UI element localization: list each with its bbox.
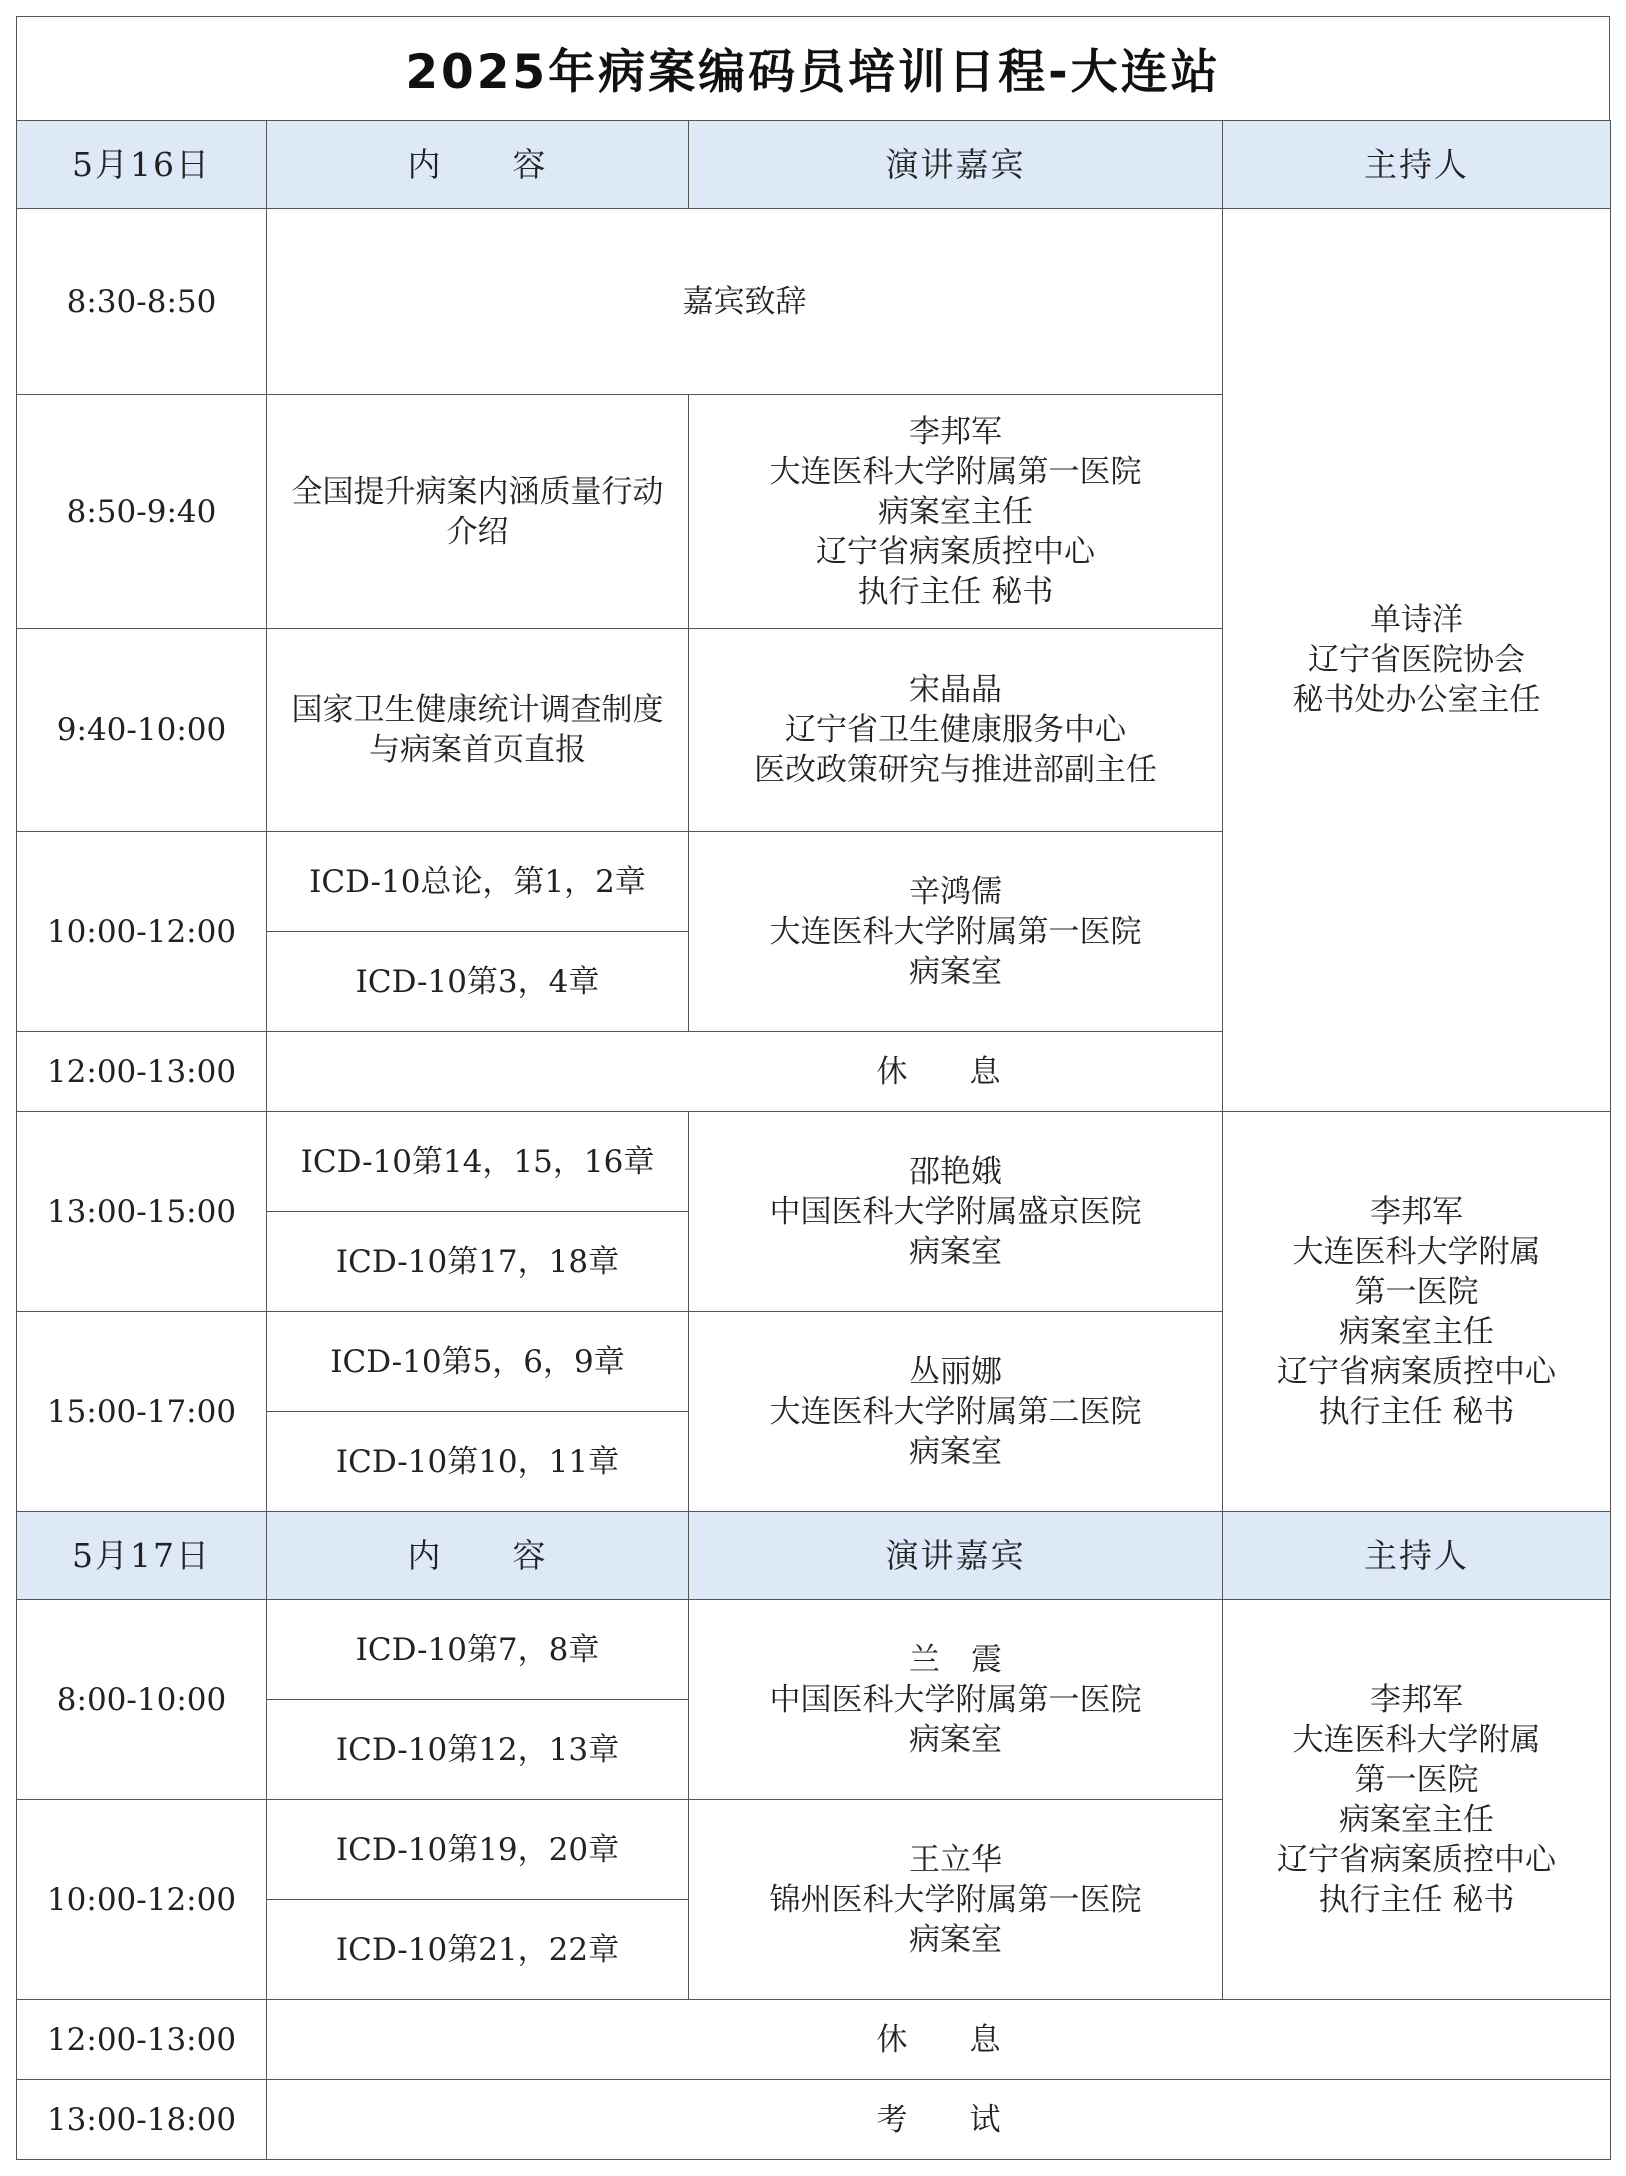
day2-host-header: 主持人 bbox=[1223, 1512, 1611, 1600]
host-name: 李邦军 bbox=[1370, 1681, 1463, 1718]
topic-cell: ICD-10第3，4章 bbox=[267, 932, 689, 1032]
time-cell: 9:40-10:00 bbox=[17, 629, 267, 832]
time-cell: 12:00-13:00 bbox=[17, 2000, 267, 2080]
content-cell bbox=[267, 629, 689, 832]
break-cell: 休 息 bbox=[267, 1032, 1611, 1112]
content-text: 国家卫生健康统计调查制度与病案首页直报 bbox=[291, 692, 664, 768]
host-title: 病案室主任 bbox=[1339, 1313, 1494, 1350]
time-cell: 12:00-13:00 bbox=[17, 1032, 267, 1112]
speaker-title: 病案室 bbox=[909, 1721, 1002, 1758]
break-cell: 休 息 bbox=[267, 2000, 1611, 2080]
day2-date: 5月17日 bbox=[17, 1512, 267, 1600]
day1-date: 5月16日 bbox=[17, 121, 267, 209]
page-title: 2025年病案编码员培训日程-大连站 bbox=[405, 45, 1221, 100]
speaker-org: 锦州医科大学附属第一医院 bbox=[769, 1881, 1142, 1918]
host-title: 病案室主任 bbox=[1339, 1801, 1494, 1838]
host-name: 单诗洋 bbox=[1370, 602, 1463, 638]
speaker-title: 病案室 bbox=[909, 1921, 1002, 1958]
content-text: 全国提升病案内涵质量行动介绍 bbox=[291, 473, 664, 550]
day1-host-header: 主持人 bbox=[1223, 121, 1611, 209]
host-org: 大连医科大学附属 bbox=[1292, 1721, 1541, 1758]
host-org-cont: 第一医院 bbox=[1354, 1273, 1479, 1310]
time-cell: 13:00-18:00 bbox=[17, 2080, 267, 2160]
topic-cell: ICD-10第12，13章 bbox=[267, 1700, 689, 1800]
speaker-title2: 执行主任 秘书 bbox=[857, 573, 1054, 610]
speaker-org2: 辽宁省病案质控中心 bbox=[816, 533, 1095, 570]
day1-row-opening bbox=[17, 209, 1611, 395]
host-org2: 辽宁省病案质控中心 bbox=[1277, 1353, 1556, 1390]
topic-cell: ICD-10第5，6，9章 bbox=[267, 1312, 689, 1412]
title-bar bbox=[16, 16, 1610, 120]
topic-cell: ICD-10第10，11章 bbox=[267, 1412, 689, 1512]
time-cell: 8:50-9:40 bbox=[17, 395, 267, 629]
time-cell: 8:30-8:50 bbox=[17, 209, 267, 395]
time-cell: 10:00-12:00 bbox=[17, 832, 267, 1032]
day1-header-row bbox=[17, 121, 1611, 209]
host-name: 李邦军 bbox=[1370, 1193, 1463, 1230]
day1-row-lunch bbox=[17, 1032, 1611, 1112]
speaker-cell bbox=[689, 1312, 1223, 1512]
topic-cell: ICD-10第14，15，16章 bbox=[267, 1112, 689, 1212]
topic-cell: ICD-10第21，22章 bbox=[267, 1900, 689, 2000]
speaker-org: 中国医科大学附属第一医院 bbox=[769, 1681, 1142, 1718]
host-title: 秘书处办公室主任 bbox=[1292, 682, 1541, 718]
host-org2: 辽宁省病案质控中心 bbox=[1277, 1841, 1556, 1878]
topic-cell: ICD-10第7，8章 bbox=[267, 1600, 689, 1700]
host-org: 辽宁省医院协会 bbox=[1308, 642, 1525, 678]
speaker-name: 兰 震 bbox=[909, 1641, 1002, 1678]
content-cell bbox=[267, 395, 689, 629]
day2-header-row bbox=[17, 1512, 1611, 1600]
speaker-name: 王立华 bbox=[909, 1841, 1002, 1878]
speaker-org: 大连医科大学附属第一医院 bbox=[769, 453, 1142, 490]
speaker-title: 病案室主任 bbox=[878, 493, 1033, 530]
speaker-cell bbox=[689, 1800, 1223, 2000]
speaker-org: 中国医科大学附属盛京医院 bbox=[769, 1193, 1142, 1230]
speaker-cell bbox=[689, 395, 1223, 629]
speaker-cell bbox=[689, 629, 1223, 832]
topic-cell: ICD-10总论，第1，2章 bbox=[267, 832, 689, 932]
host-cell-day2 bbox=[1223, 1600, 1611, 2000]
time-cell: 8:00-10:00 bbox=[17, 1600, 267, 1800]
host-title2: 执行主任 秘书 bbox=[1318, 1393, 1515, 1430]
day2-row-exam bbox=[17, 2080, 1611, 2160]
speaker-name: 宋晶晶 bbox=[909, 672, 1002, 708]
day2-row-lunch bbox=[17, 2000, 1611, 2080]
day1-row-s4a bbox=[17, 1112, 1611, 1212]
speaker-title: 病案室 bbox=[909, 1233, 1002, 1270]
speaker-cell bbox=[689, 1112, 1223, 1312]
speaker-cell bbox=[689, 832, 1223, 1032]
speaker-org: 大连医科大学附属第二医院 bbox=[769, 1393, 1142, 1430]
host-org: 大连医科大学附属 bbox=[1292, 1233, 1541, 1270]
host-title2: 执行主任 秘书 bbox=[1318, 1881, 1515, 1918]
host-cell-am bbox=[1223, 209, 1611, 1112]
speaker-org: 辽宁省卫生健康服务中心 bbox=[785, 712, 1126, 748]
day2-speaker-header: 演讲嘉宾 bbox=[689, 1512, 1223, 1600]
speaker-title: 病案室 bbox=[909, 1433, 1002, 1470]
topic-cell: ICD-10第19，20章 bbox=[267, 1800, 689, 1900]
day2-row-s1a bbox=[17, 1600, 1611, 1700]
schedule-table bbox=[16, 120, 1611, 2160]
speaker-name: 辛鸿儒 bbox=[909, 873, 1002, 910]
exam-cell: 考 试 bbox=[267, 2080, 1611, 2160]
content-cell: 嘉宾致辞 bbox=[267, 209, 1223, 395]
speaker-title: 病案室 bbox=[909, 953, 1002, 990]
day1-content-header: 内 容 bbox=[267, 121, 689, 209]
speaker-title: 医改政策研究与推进部副主任 bbox=[754, 752, 1157, 788]
time-cell: 10:00-12:00 bbox=[17, 1800, 267, 2000]
day2-content-header: 内 容 bbox=[267, 1512, 689, 1600]
speaker-cell bbox=[689, 1600, 1223, 1800]
host-cell-pm bbox=[1223, 1112, 1611, 1512]
time-cell: 15:00-17:00 bbox=[17, 1312, 267, 1512]
speaker-name: 邵艳娥 bbox=[909, 1153, 1002, 1190]
speaker-name: 丛丽娜 bbox=[909, 1353, 1002, 1390]
day1-speaker-header: 演讲嘉宾 bbox=[689, 121, 1223, 209]
speaker-org: 大连医科大学附属第一医院 bbox=[769, 913, 1142, 950]
topic-cell: ICD-10第17，18章 bbox=[267, 1212, 689, 1312]
time-cell: 13:00-15:00 bbox=[17, 1112, 267, 1312]
host-org-cont: 第一医院 bbox=[1354, 1761, 1479, 1798]
speaker-name: 李邦军 bbox=[909, 413, 1002, 450]
